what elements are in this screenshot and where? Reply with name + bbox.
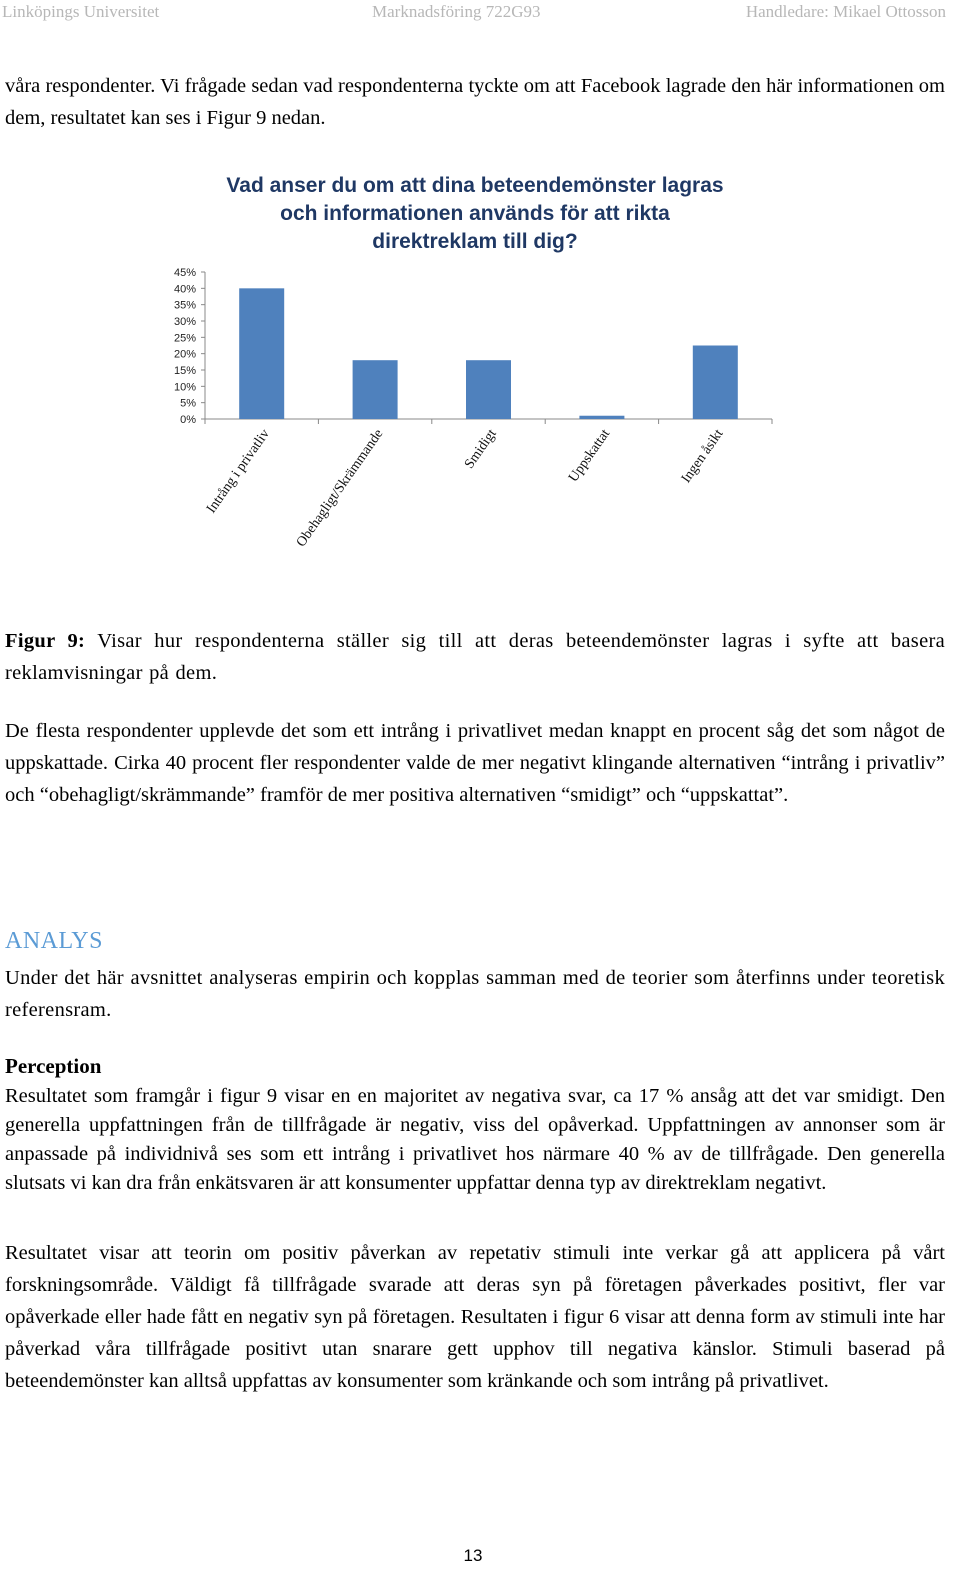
- y-tick-label: 5%: [180, 397, 196, 410]
- x-tick-label: Ingen åsikt: [678, 426, 727, 486]
- page-number: 13: [463, 1546, 483, 1565]
- section-heading-perception: Perception: [5, 1054, 102, 1078]
- x-tick-label: Smidigt: [462, 426, 500, 472]
- caption-label: Figur 9:: [5, 630, 86, 652]
- y-tick-label: 10%: [173, 381, 196, 394]
- x-tick-label: Obehagligt/Skrämmande: [293, 426, 387, 550]
- section-heading-analys: ANALYS: [5, 928, 103, 954]
- caption-text: Visar hur respondenterna ställer sig till att deras beteendemönster lagras i syfte att basera reklamvisningar på dem.: [5, 630, 945, 684]
- chart-title-line-3: direktreklam till dig?: [372, 230, 578, 253]
- bar: [239, 288, 284, 419]
- header-course: Marknadsföring 722G93: [372, 2, 541, 21]
- intro-paragraph: våra respondenter. Vi frågade sedan vad respondenterna tyckte om att Facebook lagrade den här informationen om dem, resultatet kan ses i Figur 9 nedan.: [5, 75, 945, 129]
- chart-bars: [239, 288, 738, 419]
- y-tick-label: 25%: [173, 332, 196, 345]
- analys-paragraph: Under det här avsnittet analyseras empirin och kopplas samman med de teorier som återfinns under teoretisk referensram.: [5, 967, 945, 1021]
- y-tick-label: 30%: [173, 316, 196, 328]
- bar: [353, 360, 398, 419]
- chart-y-ticks: [174, 267, 205, 426]
- chart-title-line-2: och informationen används för att rikta: [280, 202, 670, 225]
- y-tick-label: 40%: [173, 283, 196, 296]
- y-tick-label: 45%: [173, 267, 196, 279]
- y-tick-label: 15%: [173, 365, 196, 377]
- chart-x-ticks: [204, 419, 772, 550]
- bar: [693, 346, 738, 420]
- bar-chart: [0, 0, 960, 600]
- y-tick-label: 0%: [180, 414, 196, 426]
- results-paragraph: De flesta respondenter upplevde det som ett intrång i privatlivet medan knappt en procent såg det som något de uppskattade. Cirka 40 procent fler respondenter valde de mer negativt klingande alternativen “intrång i privatliv” och “obehagligt/skrämmande” framför de mer positiva alternativen “smidigt” och “uppskattat”.: [5, 720, 945, 806]
- bar: [579, 416, 624, 419]
- y-tick-label: 35%: [173, 299, 196, 312]
- y-tick-label: 20%: [173, 348, 196, 361]
- header-university: Linköpings Universitet: [2, 2, 160, 21]
- header-supervisor: Handledare: Mikael Ottosson: [745, 2, 946, 21]
- perception-paragraph-1: Resultatet som framgår i figur 9 visar en en majoritet av negativa svar, ca 17 % ansåg att det var smidigt. Den generella uppfattningen från de tillfrågade är negativ, viss del opåverkad. Uppfattningen av annonser som är anpassade på individnivå ses som ett intrång i privatlivet hos närmare 40 % av de tillfrågade. Den generella slutsats vi kan dra från enkätsvaren är att konsumenter uppfattar denna typ av direktreklam negativt.: [5, 1085, 945, 1194]
- figure-caption: [5, 625, 945, 689]
- perception-paragraph-2: Resultatet visar att teorin om positiv påverkan av repetativ stimuli inte verkar gå att applicera på vårt forskningsområde. Väldigt få tillfrågade svarade att deras syn på företagen påverkades positivt, fler var opåverkade eller hade fått en negativ syn på företagen. Resultaten i figur 6 visar att denna form av stimuli inte har påverkad våra tillfrågade positivt utan snarare gett upphov till negativa känslor. Stimuli baserad på beteendemönster kan alltså uppfattas av konsumenter som kränkande och som intrång på privatlivet.: [5, 1242, 945, 1392]
- bar: [466, 360, 511, 419]
- chart-title-line-1: Vad anser du om att dina beteendemönster lagras: [226, 174, 724, 197]
- x-tick-label: Intrång i privatliv: [204, 426, 273, 517]
- x-tick-label: Uppskattat: [566, 426, 614, 485]
